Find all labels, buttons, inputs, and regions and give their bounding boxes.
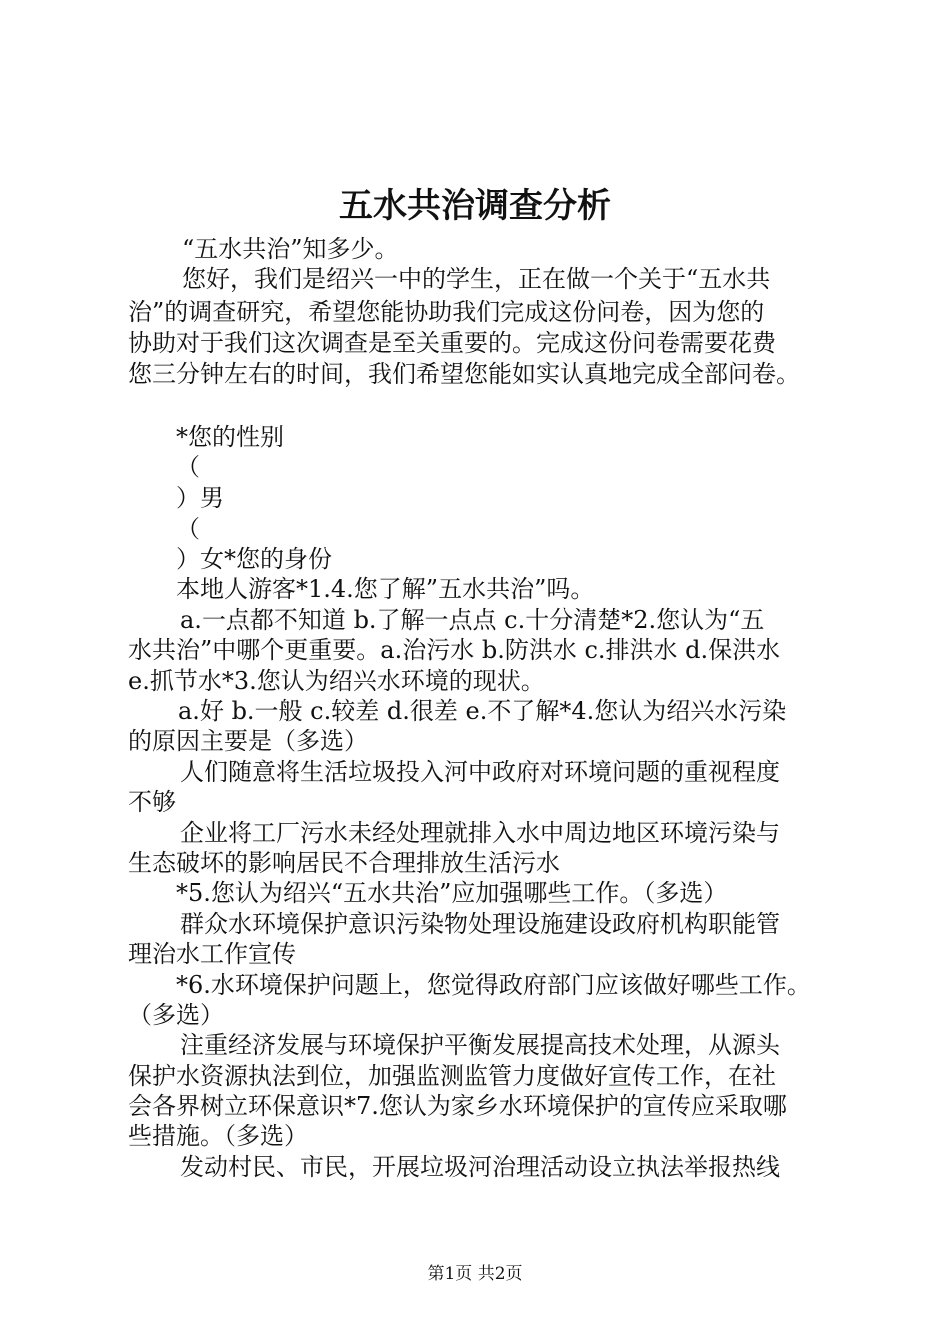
body-line: 本地人游客*1.4.您了解”五水共治”吗。 [176,575,595,603]
body-line: *您的性别 [176,423,284,451]
body-line: 不够 [128,788,176,816]
body-line: ）女*您的身份 [176,545,332,573]
body-line: 注重经济发展与环境保护平衡发展提高技术处理，从源头 [180,1031,780,1059]
body-line: “五水共治”知多少。 [182,235,399,263]
body-line: ）男 [176,484,224,512]
document-title: 五水共治调查分析 [339,186,611,226]
body-line: *6.水环境保护问题上，您觉得政府部门应该做好哪些工作。 [176,971,811,999]
body-line: 群众水环境保护意识污染物处理设施建设政府机构职能管 [180,910,780,938]
body-line: e.抓节水*3.您认为绍兴水环境的现状。 [128,667,545,695]
body-line: a.一点都不知道 b.了解一点点 c.十分清楚*2.您认为“五 [180,606,765,634]
body-line: （ [176,515,200,543]
page-footer: 第1页 共2页 [427,1264,523,1284]
body-line: *5.您认为绍兴“五水共治”应加强哪些工作。（多选） [176,879,728,907]
body-line: 生态破坏的影响居民不合理排放生活污水 [128,849,560,877]
body-line: a.好 b.一般 c.较差 d.很差 e.不了解*4.您认为绍兴水污染 [178,697,787,725]
body-line: 会各界树立环保意识*7.您认为家乡水环境保护的宣传应采取哪 [128,1092,787,1120]
body-line: 保护水资源执法到位，加强监测监管力度做好宣传工作，在社 [128,1062,776,1090]
body-line: 些措施。（多选） [128,1122,308,1150]
body-line: 您三分钟左右的时间，我们希望您能如实认真地完成全部问卷。 [128,360,800,388]
body-line: 的原因主要是（多选） [128,727,368,755]
body-line: 治”的调查研究，希望您能协助我们完成这份问卷，因为您的 [128,298,765,326]
body-line: 您好，我们是绍兴一中的学生，正在做一个关于“五水共 [182,265,771,293]
body-line: 发动村民、市民，开展垃圾河治理活动设立执法举报热线 [180,1153,780,1181]
body-line: 企业将工厂污水未经处理就排入水中周边地区环境污染与 [180,819,780,847]
body-line: （多选） [128,1001,224,1029]
body-line: （ [176,453,200,481]
body-line: 水共治”中哪个更重要。a.治污水 b.防洪水 c.排洪水 d.保洪水 [128,636,781,664]
body-line: 人们随意将生活垃圾投入河中政府对环境问题的重视程度 [180,758,780,786]
body-line: 理治水工作宣传 [128,940,296,968]
body-line: 协助对于我们这次调查是至关重要的。完成这份问卷需要花费 [128,329,776,357]
